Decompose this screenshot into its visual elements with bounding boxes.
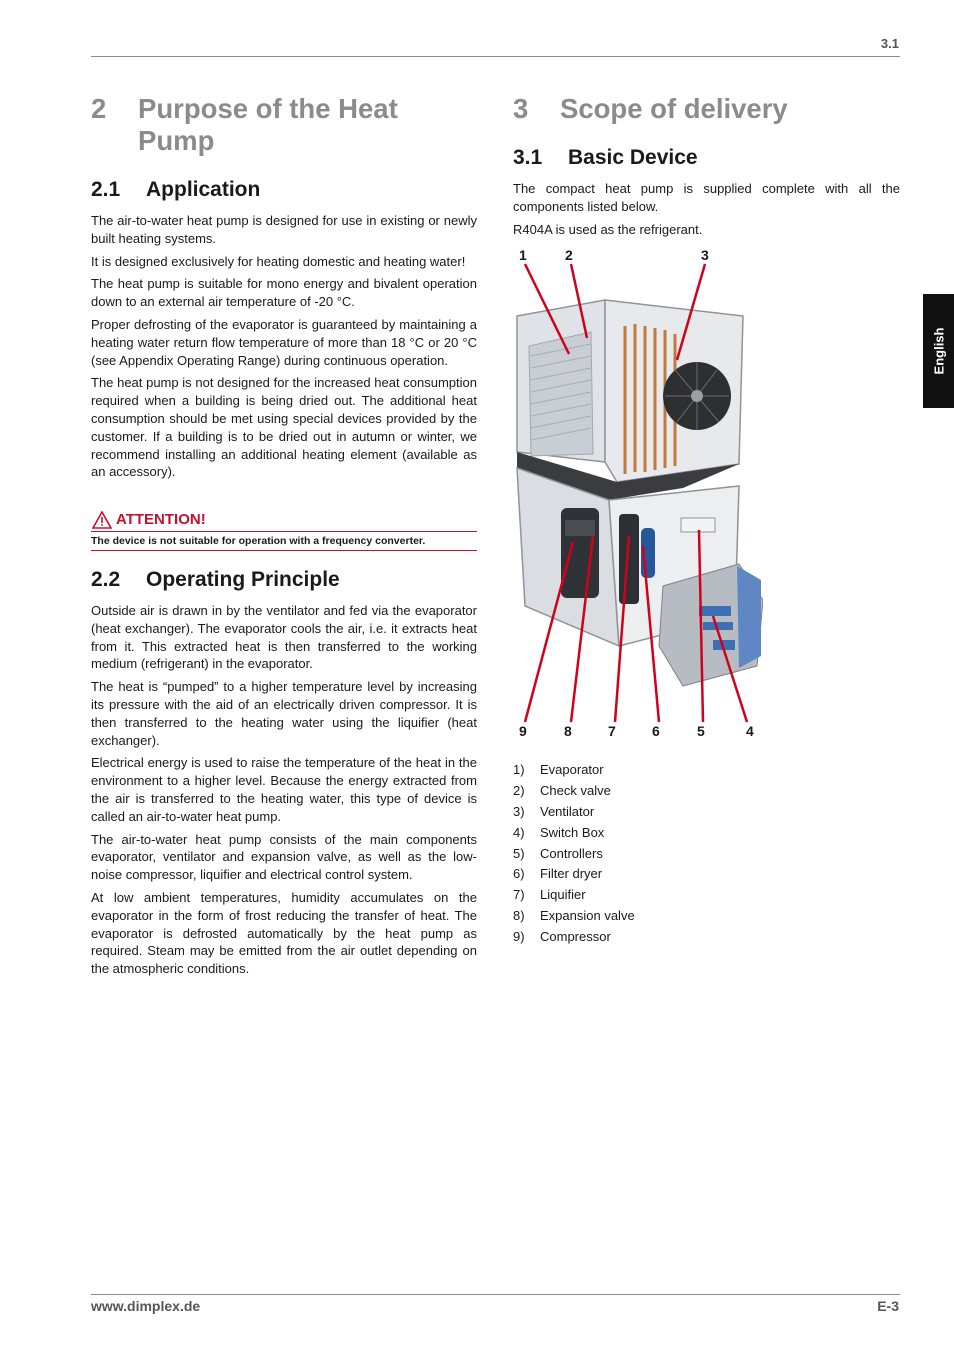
item-number: 5) [513, 845, 525, 861]
item-number: 8) [513, 908, 525, 924]
item-number: 2) [513, 782, 525, 798]
item-label: Controllers [540, 845, 603, 861]
item-label: Ventilator [540, 803, 595, 819]
item-number: 1) [513, 762, 525, 777]
item-number: 7) [513, 887, 525, 903]
paragraph: At low ambient temperatures, humidity accumulates on the evaporator in the form of frost reducing the transfer of heat. The evaporator is defrosted automatically by the heat pump as required. Steam may be emitted from the air outlet depending on the atmospheric conditions. [91, 889, 477, 977]
paragraph: Proper defrosting of the evaporator is guaranteed by maintaining a heating water return flow temperature of more than 18 °C or 20 °C (see Appendix Operating Range) during continuous operation. [91, 316, 477, 368]
item-number: 3) [513, 803, 525, 819]
section-title: Basic Device [568, 146, 698, 169]
application-text [91, 212, 477, 486]
item-label: Liquifier [540, 887, 586, 903]
paragraph: The heat pump is suitable for mono energy and bivalent operation down to an external air temperature of -20 °C. [91, 276, 477, 310]
section-number: 2.2 [91, 568, 121, 591]
basic-device-text [513, 180, 900, 243]
heat-pump-figure [513, 246, 763, 746]
footer-page-number: E-3 [877, 1298, 899, 1314]
chapter-title: Scope of delivery [560, 93, 788, 124]
callout-9: 9 [519, 723, 527, 739]
operating-principle-text [91, 602, 477, 983]
callout-4: 4 [746, 723, 754, 739]
attention-label: ATTENTION! [116, 511, 206, 528]
paragraph: The air-to-water heat pump is designed for use in existing or newly built heating systems. [91, 213, 477, 246]
item-number: 9) [513, 929, 525, 945]
callout-8: 8 [564, 723, 572, 739]
item-label: Expansion valve [540, 908, 635, 924]
paragraph: Electrical energy is used to raise the temperature of the heat in the environment to a higher level. Because the energy extracted from the air is transferred to the heating water, this type of device is called an air-to-water heat pump. [91, 755, 477, 824]
chapter-heading-scope [513, 93, 900, 127]
callout-1: 1 [519, 247, 527, 263]
paragraph: R404A is used as the refrigerant. [513, 221, 703, 237]
chapter-title: Purpose of the Heat Pump [138, 93, 398, 156]
paragraph: The compact heat pump is supplied complete with all the components listed below. [513, 181, 900, 214]
paragraph: The heat is “pumped” to a higher temperature level by increasing its pressure with the aid of an electrically driven compressor. It is then transferred to the heating water using the liquifier (heat exchanger). [91, 679, 477, 748]
item-number: 4) [513, 824, 525, 840]
callout-2: 2 [565, 247, 573, 263]
item-label: Check valve [540, 782, 611, 798]
section-number: 2.1 [91, 178, 121, 201]
section-title: Application [146, 178, 261, 201]
language-tab-label: English [931, 327, 946, 375]
section-number: 3.1 [513, 146, 543, 169]
callout-7: 7 [608, 723, 616, 739]
chapter-number: 3 [513, 93, 529, 124]
attention-text: The device is not suitable for operation with a frequency converter. [91, 534, 477, 551]
item-label: Filter dryer [540, 866, 603, 882]
paragraph: Outside air is drawn in by the ventilator and fed via the evaporator (heat exchanger). The evaporator cools the air, i.e. it extracts heat from it. This extracted heat is then transferred to the working medium (refrigerant) in the evaporator. [91, 603, 477, 672]
attention-box-title [91, 511, 477, 532]
paragraph: It is designed exclusively for heating domestic and heating water! [91, 253, 466, 269]
section-number: 3.1 [880, 36, 899, 51]
warning-triangle-icon [92, 511, 112, 529]
chapter-number: 2 [91, 93, 107, 124]
chapter-heading-purpose [91, 93, 477, 157]
item-label: Compressor [540, 929, 611, 945]
section-title: Operating Principle [146, 568, 340, 591]
footer-website-link[interactable]: www.dimplex.de [91, 1298, 201, 1314]
header-rule [91, 56, 900, 57]
item-number: 6) [513, 866, 525, 882]
paragraph: The heat pump is not designed for the increased heat consumption required when a building is being dried out. The additional heat consumption should be met using special devices provided by the customer. If a building is to be dried out in autumn or winter, we recommend installing an additional heating element (available as an accessory). [91, 375, 477, 480]
heat-pump-illustration [513, 246, 763, 746]
paragraph: The air-to-water heat pump consists of the main components evaporator, ventilator and expansion valve, as well as the low-noise compressor, liquifier and electrical control system. [91, 831, 477, 883]
footer-rule [91, 1294, 900, 1295]
callout-3: 3 [701, 247, 709, 263]
item-label: Switch Box [540, 824, 605, 840]
item-label: Evaporator [540, 762, 604, 777]
callout-5: 5 [697, 723, 705, 739]
callout-6: 6 [652, 723, 660, 739]
language-tab[interactable] [923, 294, 954, 408]
